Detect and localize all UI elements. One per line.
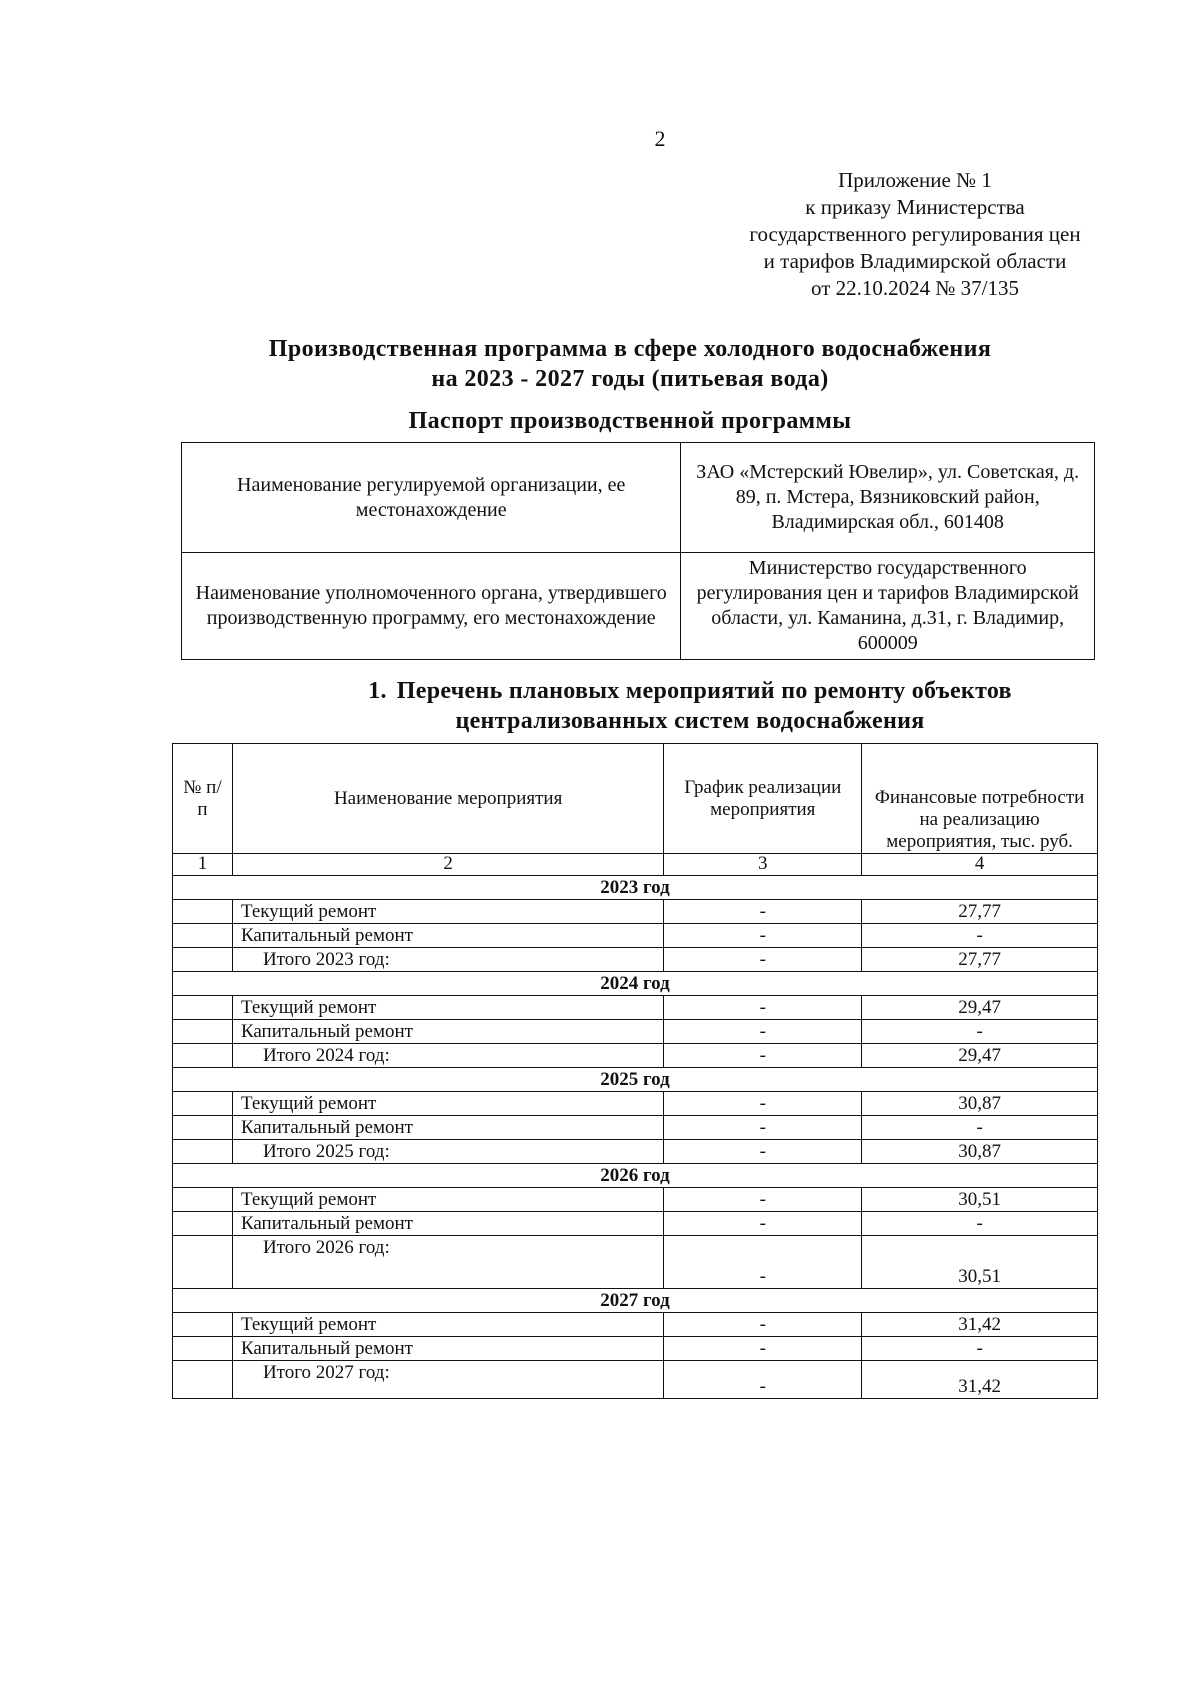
row-name: Итого 2026 год:	[232, 1236, 663, 1289]
table-row-total	[173, 1140, 1098, 1164]
appendix-line: к приказу Министерства	[805, 195, 1025, 219]
row-cost: 30,87	[862, 1140, 1098, 1164]
row-cost: 30,51	[862, 1188, 1098, 1212]
row-cost: 27,77	[862, 900, 1098, 924]
column-number: 2	[232, 854, 663, 876]
page-number: 2	[654, 126, 666, 151]
table-row-total	[173, 1044, 1098, 1068]
passport-row	[182, 443, 1095, 553]
row-cost: -	[862, 1116, 1098, 1140]
column-number-row	[173, 854, 1098, 876]
row-name: Капитальный ремонт	[232, 1212, 663, 1236]
row-name: Капитальный ремонт	[232, 1116, 663, 1140]
table-row	[173, 1092, 1098, 1116]
row-schedule: -	[664, 1116, 862, 1140]
document-title-line: на 2023 - 2027 годы (питьевая вода)	[431, 366, 829, 392]
row-cost: 29,47	[862, 1044, 1098, 1068]
row-name: Итого 2024 год:	[232, 1044, 663, 1068]
passport-label: Наименование регулируемой организации, ее местонахождение	[182, 443, 681, 553]
year-label: 2026 год	[173, 1164, 1098, 1188]
passport-table	[181, 442, 1095, 660]
year-row	[173, 1068, 1098, 1092]
row-schedule: -	[664, 1188, 862, 1212]
row-name: Капитальный ремонт	[232, 1020, 663, 1044]
appendix-block	[700, 167, 1130, 302]
header-name: Наименование мероприятия	[232, 744, 663, 854]
row-cost: -	[862, 924, 1098, 948]
section-title-text: Перечень плановых мероприятий по ремонту объектов	[396, 678, 1012, 704]
section-title	[300, 676, 1080, 736]
row-schedule: -	[664, 924, 862, 948]
passport-value: ЗАО «Мстерский Ювелир», ул. Советская, д. 89, п. Мстера, Вязниковский район, Владимирская обл., 601408	[681, 443, 1095, 553]
column-number: 3	[664, 854, 862, 876]
section-title-line: централизованных систем водоснабжения	[455, 708, 925, 734]
column-number: 4	[862, 854, 1098, 876]
row-cost: -	[862, 1337, 1098, 1361]
year-label: 2024 год	[173, 972, 1098, 996]
row-schedule: -	[664, 1361, 862, 1399]
table-row	[173, 1188, 1098, 1212]
row-schedule: -	[664, 1020, 862, 1044]
row-name: Капитальный ремонт	[232, 1337, 663, 1361]
table-row-total	[173, 1236, 1098, 1289]
row-name: Текущий ремонт	[232, 996, 663, 1020]
appendix-line: государственного регулирования цен	[749, 222, 1081, 246]
section-number: 1.	[368, 678, 387, 704]
passport-title: Паспорт производственной программы	[408, 408, 852, 434]
table-row	[173, 996, 1098, 1020]
header-schedule: График реализации мероприятия	[664, 744, 862, 854]
row-name: Итого 2023 год:	[232, 948, 663, 972]
document-title	[180, 334, 1080, 394]
row-cost: 31,42	[862, 1313, 1098, 1337]
row-name: Текущий ремонт	[232, 900, 663, 924]
table-row-total	[173, 1361, 1098, 1399]
passport-row	[182, 553, 1095, 660]
column-number: 1	[173, 854, 233, 876]
passport-label: Наименование уполномоченного органа, утвердившего производственную программу, его местонахождение	[182, 553, 681, 660]
table-row	[173, 1212, 1098, 1236]
header-finance: Финансовые потребности на реализацию мероприятия, тыс. руб.	[862, 744, 1098, 854]
row-cost: -	[862, 1020, 1098, 1044]
row-schedule: -	[664, 1313, 862, 1337]
row-cost: 27,77	[862, 948, 1098, 972]
table-row	[173, 1313, 1098, 1337]
year-label: 2025 год	[173, 1068, 1098, 1092]
row-name: Итого 2025 год:	[232, 1140, 663, 1164]
year-row	[173, 1164, 1098, 1188]
table-row	[173, 1337, 1098, 1361]
passport-value: Министерство государственного регулирования цен и тарифов Владимирской области, ул. Каманина, д.31, г. Владимир, 600009	[681, 553, 1095, 660]
row-cost: 31,42	[862, 1361, 1098, 1399]
row-cost: 29,47	[862, 996, 1098, 1020]
row-name: Текущий ремонт	[232, 1188, 663, 1212]
table-row-total	[173, 948, 1098, 972]
row-schedule: -	[664, 1092, 862, 1116]
header-num: № п/п	[173, 744, 233, 854]
row-schedule: -	[664, 1212, 862, 1236]
row-schedule: -	[664, 948, 862, 972]
row-cost: -	[862, 1212, 1098, 1236]
document-title-line: Производственная программа в сфере холодного водоснабжения	[268, 336, 992, 362]
year-label: 2027 год	[173, 1289, 1098, 1313]
row-schedule: -	[664, 996, 862, 1020]
table-row	[173, 1020, 1098, 1044]
row-schedule: -	[664, 1337, 862, 1361]
row-name: Текущий ремонт	[232, 1313, 663, 1337]
row-schedule: -	[664, 1236, 862, 1289]
year-label: 2023 год	[173, 876, 1098, 900]
table-row	[173, 924, 1098, 948]
row-cost: 30,51	[862, 1236, 1098, 1289]
table-row	[173, 1116, 1098, 1140]
row-name: Капитальный ремонт	[232, 924, 663, 948]
appendix-line: Приложение № 1	[838, 168, 992, 192]
row-schedule: -	[664, 900, 862, 924]
table-header-row	[173, 744, 1098, 854]
row-schedule: -	[664, 1044, 862, 1068]
table-row	[173, 900, 1098, 924]
row-schedule: -	[664, 1140, 862, 1164]
row-name: Текущий ремонт	[232, 1092, 663, 1116]
appendix-line: от 22.10.2024 № 37/135	[810, 276, 1020, 300]
row-name: Итого 2027 год:	[232, 1361, 663, 1399]
row-cost: 30,87	[862, 1092, 1098, 1116]
year-row	[173, 876, 1098, 900]
year-row	[173, 1289, 1098, 1313]
section-title-line	[300, 676, 1080, 706]
appendix-line: и тарифов Владимирской области	[763, 249, 1067, 273]
measures-table	[172, 743, 1098, 1399]
year-row	[173, 972, 1098, 996]
